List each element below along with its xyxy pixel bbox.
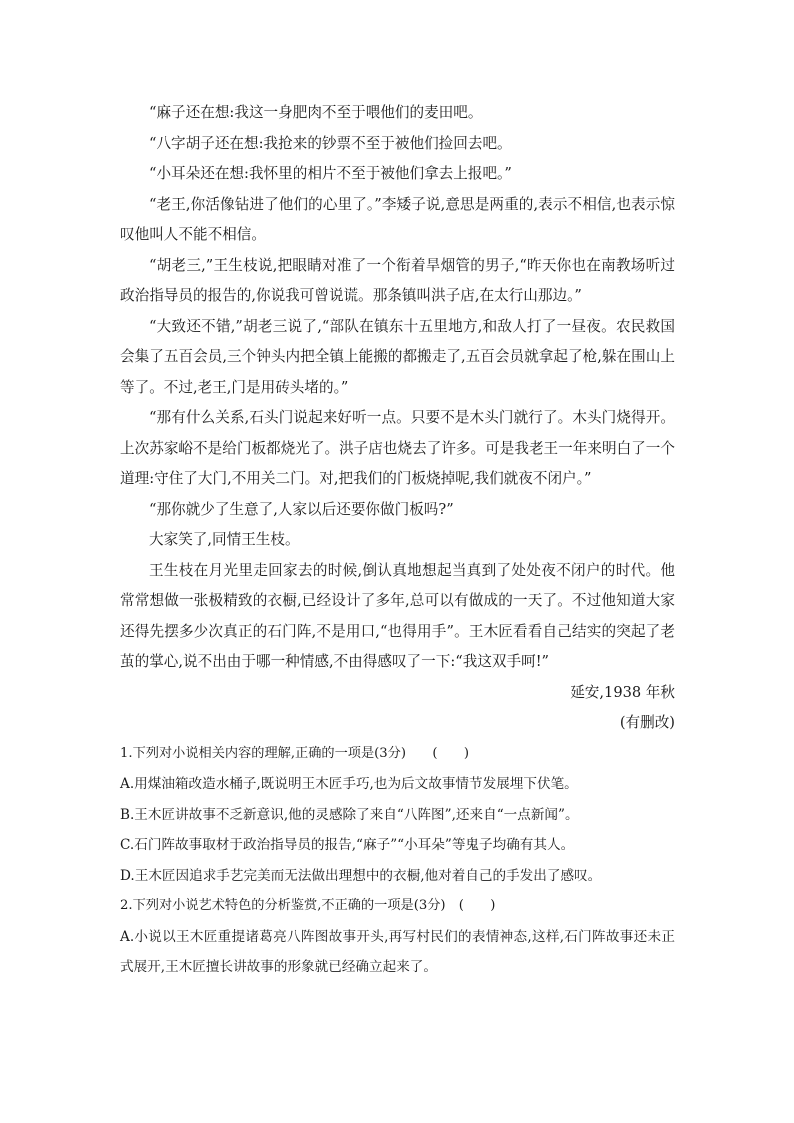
- question-option: C.石门阵故事取材于政治指导员的报告,“麻子”“小耳朵”等鬼子均确有其人。: [120, 837, 575, 853]
- question-option: D.王木匠因追求手艺完美而无法做出理想中的衣橱,他对着自己的手发出了感叹。: [120, 867, 602, 884]
- paragraph: “小耳朵还在想:我怀里的相片不至于被他们拿去上报吧。”: [149, 165, 512, 182]
- paragraph: “老王,你活像钻进了他们的心里了。”李矮子说,意思是两重的,表示不相信,也表示惊叹他叫人不能不相信。: [120, 195, 675, 243]
- paragraph: 王生枝在月光里走回家去的时候,倒认真地想起当真到了处处夜不闭户的时代。他常常想做一张极精致的衣橱,已经设计了多年,总可以有做成的一天了。不过他知道大家还得先摆多少次真正的石门阵,不是用口,“也得用手”。王木匠看看自己结实的突起了老茧的掌心,说不出由于哪一种情感,不由得感叹了一下:“我这双手呵!”: [120, 561, 675, 670]
- paragraph: “那你就少了生意了,人家以后还要你做门板吗?”: [149, 500, 454, 518]
- paragraph: “胡老三,”王生枝说,把眼睛对准了一个衔着旱烟管的男子,“昨天你也在南教场听过政治指导员的报告的,你说我可曾说谎。那条镇叫洪子店,在太行山那边。”: [120, 256, 675, 304]
- document-body: [120, 98, 675, 983]
- paragraph: 大家笑了,同情王生枝。: [149, 531, 300, 548]
- paragraph: “那有什么关系,石头门说起来好听一点。只要不是木头门就行了。木头门烧得开。上次苏家峪不是给门板都烧光了。洪子店也烧去了许多。可是我老王一年来明白了一个道理:守住了大门,不用关二门。对,把我们的门板烧掉呢,我们就夜不闭户。”: [120, 409, 675, 487]
- question-option: B.王木匠讲故事不乏新意识,他的灵感除了来自“八阵图”,还来自“一点新闻”。: [120, 806, 579, 823]
- paragraph: “麻子还在想:我这一身肥肉不至于喂他们的麦田吧。: [149, 104, 483, 121]
- paragraph: “八字胡子还在想:我抢来的钞票不至于被他们捡回去吧。: [149, 134, 512, 152]
- paragraph: “大致还不错,”胡老三说了,“部队在镇东十五里地方,和敌人打了一昼夜。农民救国会集了五百会员,三个钟头内把全镇上能搬的都搬走了,五百会员就拿起了枪,躲在围山上等了。不过,老王,门是用砖头堵的。”: [120, 317, 675, 396]
- question-stem: 1.下列对小说相关内容的理解,正确的一项是(3分) ( ): [120, 745, 470, 761]
- signature-note: (有删改): [619, 714, 675, 731]
- question-option: A.用煤油箱改造水桶子,既说明王木匠手巧,也为后文故事情节发展埋下伏笔。: [120, 776, 578, 792]
- signature-place-date: 延安,1938 年秋: [570, 683, 675, 701]
- question-stem: 2.下列对小说艺术特色的分析鉴赏,不正确的一项是(3分) ( ): [120, 898, 496, 913]
- question-option: A.小说以王木匠重提诸葛亮八阵图故事开头,再写村民们的表情神态,这样,石门阵故事还未正式展开,王木匠擅长讲故事的形象就已经确立起来了。: [120, 928, 675, 975]
